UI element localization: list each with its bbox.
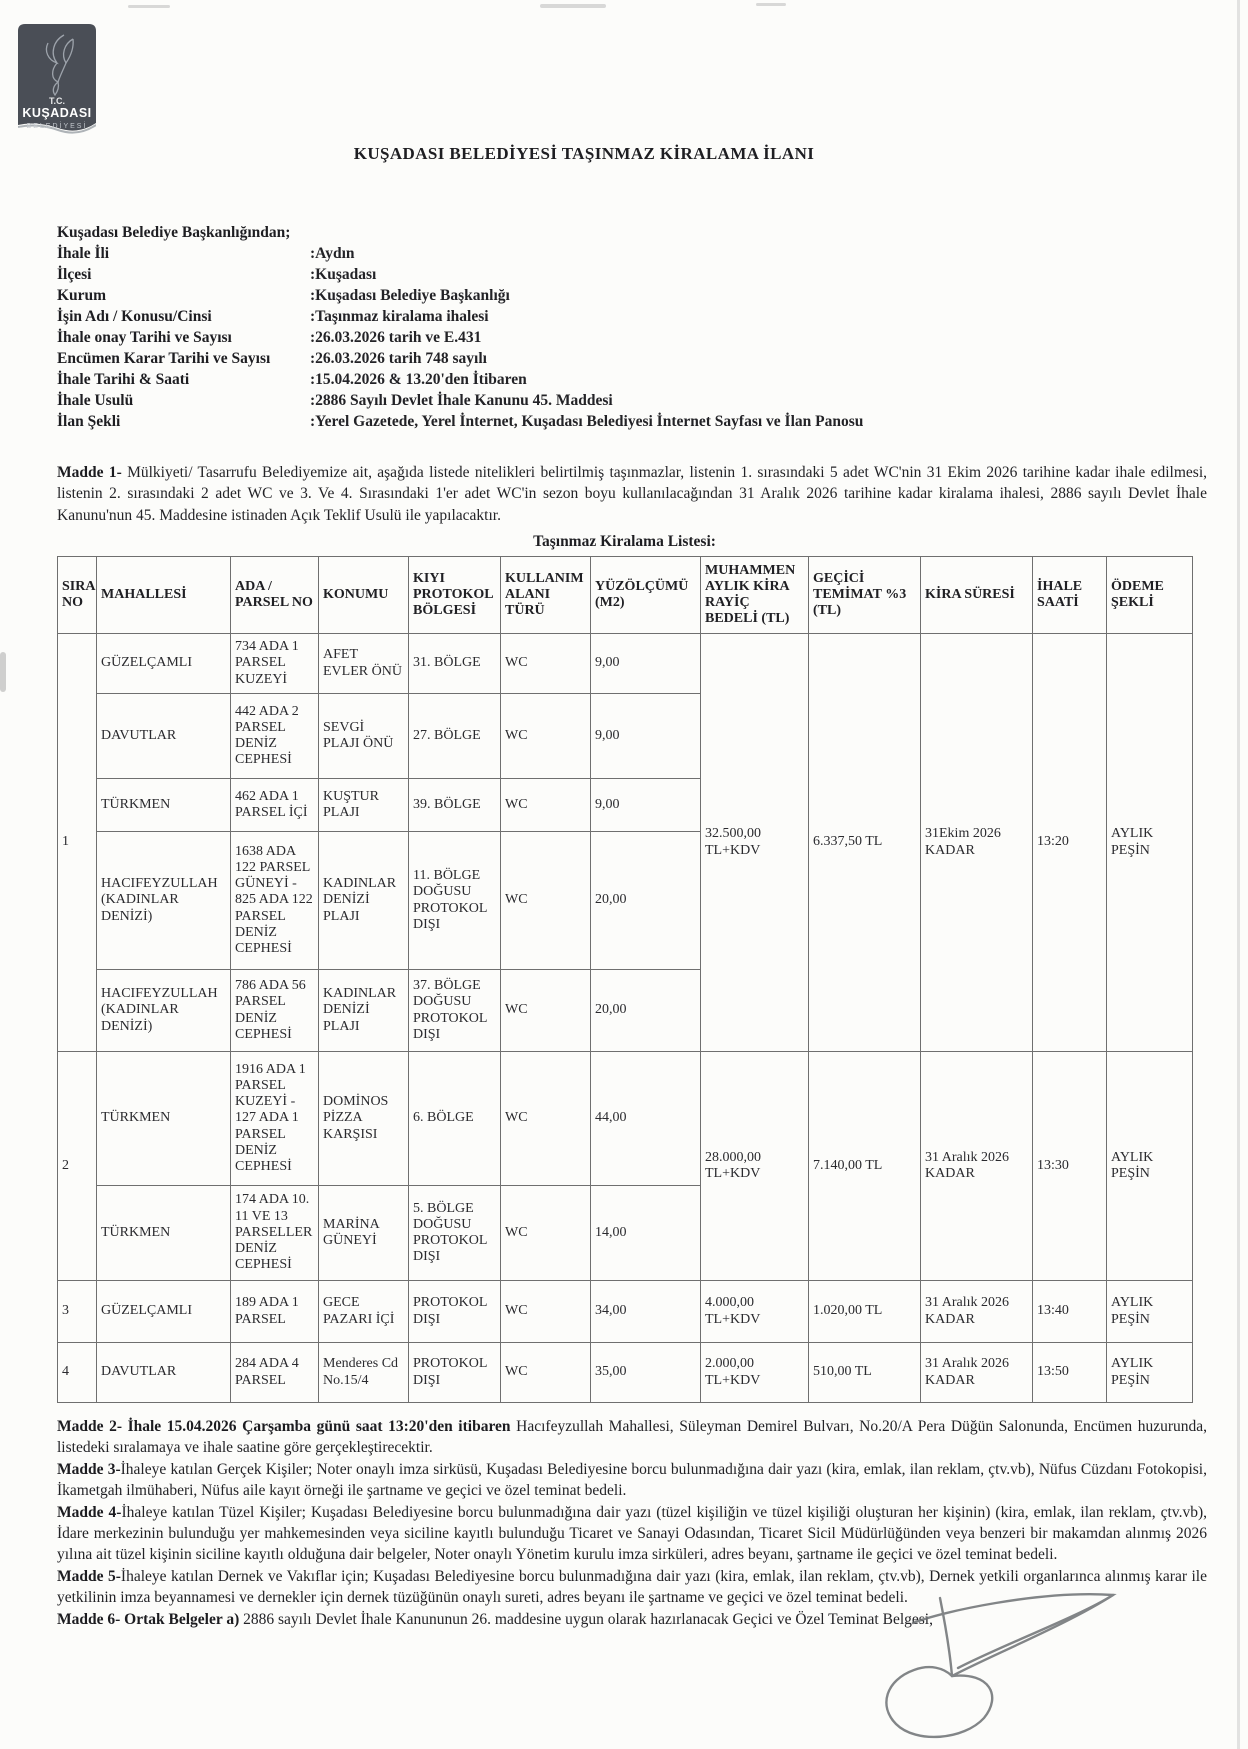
cell-ihale-saati: 13:30	[1033, 1052, 1107, 1281]
cell-konum: KADINLAR DENİZİ PLAJI	[319, 970, 409, 1052]
page-title: KUŞADASI BELEDİYESİ TAŞINMAZ KİRALAMA İLANI	[353, 144, 815, 163]
scan-artifact	[1237, 0, 1240, 1749]
cell-ihale-saati: 13:50	[1033, 1343, 1107, 1403]
cell-ada-parsel: 1916 ADA 1 PARSEL KUZEYİ - 127 ADA 1 PARSEL DENİZ CEPHESİ	[231, 1052, 319, 1186]
cell-mahalle: GÜZELÇAMLI	[97, 634, 231, 694]
info-row	[57, 327, 1207, 348]
cell-mahalle: HACIFEYZULLAH (KADINLAR DENİZİ)	[97, 832, 231, 970]
info-value: :Kuşadası Belediye Başkanlığı	[310, 287, 510, 304]
cell-muhammen-bedel: 2.000,00 TL+KDV	[701, 1343, 809, 1403]
cell-ada-parsel: 284 ADA 4 PARSEL	[231, 1343, 319, 1403]
table-body	[58, 634, 1193, 1403]
cell-odeme-sekli: AYLIK PEŞİN	[1107, 1052, 1193, 1281]
cell-kira-suresi: 31Ekim 2026 KADAR	[921, 634, 1033, 1052]
cell-kullanim-turu: WC	[501, 1281, 591, 1343]
info-row	[57, 411, 1207, 432]
table-wrap	[57, 556, 1192, 1403]
info-label: İşin Adı / Konusu/Cinsi	[57, 308, 212, 325]
maddeler-block	[57, 1416, 1207, 1630]
cell-yuzolcumu: 44,00	[591, 1052, 701, 1186]
cell-kira-suresi: 31 Aralık 2026 KADAR	[921, 1281, 1033, 1343]
table-header-cell: KONUMU	[319, 557, 409, 634]
table-header-cell: SIRA NO	[58, 557, 97, 634]
madde-lead: Madde 3-	[57, 1460, 121, 1478]
cell-konum: Menderes Cd No.15/4	[319, 1343, 409, 1403]
table-header-cell: KİRA SÜRESİ	[921, 557, 1033, 634]
madde-paragraph-3: Madde 3-İhaleye katılan Gerçek Kişiler; Noter onaylı imza sirküsü, Kuşadası Belediyesine borcu bulunmadığına dair yazı (kira, emlak, ilan reklam, çtv.vb), Nüfus Cüzdanı Fotokopisi, İkametgah ilmühaberi, Nüfus aile kayıt örneği ile şartname ve geçici ve özel teminat bedeli.	[57, 1460, 1207, 1500]
cell-yuzolcumu: 20,00	[591, 832, 701, 970]
cell-kiyi-protokol: PROTOKOL DIŞI	[409, 1281, 501, 1343]
logo-tc-text: T.C.	[48, 96, 66, 106]
logo-sub-text: BELEDİYESİ	[26, 123, 88, 130]
madde-paragraph-4: Madde 4-İhaleye katılan Tüzel Kişiler; Kuşadası Belediyesine borcu bulunmadığına dair yazı (tüzel kişiliğin ve tüzel kişiliği oluşturan her kişinin) (kira, emlak, ilan reklam, çtv.vb), İdare merkezinin bulunduğu yer mahkemesinden veya siciline kayıtlı bulunduğu Ticaret ve Sanayi Odasından, Ticaret Sicil Müdürlüğünden veya benzeri bir makamdan alınmış 2026 yılına ait tüzel kişinin siciline kayıtlı olduğuna dair belgeler, Noter onaylı Yönetim kurulu imza sirküleri, adres beyanı, şartname ile geçici ve özel teminat bedeli.	[57, 1503, 1207, 1564]
info-row	[57, 306, 1207, 327]
cell-kira-suresi: 31 Aralık 2026 KADAR	[921, 1052, 1033, 1281]
info-value: :2886 Sayılı Devlet İhale Kanunu 45. Maddesi	[310, 392, 613, 409]
info-row	[57, 348, 1207, 369]
cell-kiyi-protokol: 31. BÖLGE	[409, 634, 501, 694]
cell-odeme-sekli: AYLIK PEŞİN	[1107, 634, 1193, 1052]
madde1-lead: Madde 1-	[57, 464, 122, 481]
cell-konum: DOMİNOS PİZZA KARŞISI	[319, 1052, 409, 1186]
cell-mahalle: DAVUTLAR	[97, 1343, 231, 1403]
cell-mahalle: TÜRKMEN	[97, 1052, 231, 1186]
table-row	[58, 634, 1193, 694]
kiralama-table	[57, 556, 1193, 1403]
cell-sira-no: 1	[58, 634, 97, 1052]
info-row	[57, 243, 1207, 264]
cell-kiyi-protokol: 5. BÖLGE DOĞUSU PROTOKOL DIŞI	[409, 1186, 501, 1281]
madde1-text: Madde 1- Mülkiyeti/ Tasarrufu Belediyemize ait, aşağıda listede nitelikleri belirtilmiş taşınmazlar, listenin 1. sırasındaki 5 adet WC'nin 31 Ekim 2026 tarihine kadar ihale edilmesi, listenin 2. sırasındaki 2 adet WC ve 3. Ve 4. Sırasındaki 1'er adet WC'in sezon boyu kullanılacağından 31 Aralık 2026 tarihine kadar kiralama ihalesi, 2886 sayılı Devlet İhale Kanunu'nun 45. Maddesine istinaden Açık Teklif Usulü ile yapılacaktır.	[57, 464, 1208, 524]
info-label: İlçesi	[57, 266, 92, 283]
info-row	[57, 390, 1207, 411]
cell-ihale-saati: 13:20	[1033, 634, 1107, 1052]
madde-paragraph-5: Madde 5-İhaleye katılan Dernek ve Vakıflar için; Kuşadası Belediyesine borcu bulunmadığına dair yazı (kira, emlak, ilan reklam, çtv.vb), Dernek yetkili organlarınca alınmış karar ile yetkilinin imza beyannamesi ve dernekler için dernek tüzüğünün onaylı sureti, adres beyanı ile şartname ve geçici ve özel teminat bedeli.	[57, 1567, 1207, 1607]
table-row	[58, 1052, 1193, 1186]
table-header-cell: MAHALLESİ	[97, 557, 231, 634]
cell-ada-parsel: 174 ADA 10. 11 VE 13 PARSELLER DENİZ CEPHESİ	[231, 1186, 319, 1281]
cell-mahalle: DAVUTLAR	[97, 694, 231, 779]
cell-yuzolcumu: 20,00	[591, 970, 701, 1052]
scan-artifact	[540, 4, 606, 8]
table-header-row	[58, 557, 1193, 634]
table-header-cell: ADA / PARSEL NO	[231, 557, 319, 634]
info-label: İhale Tarihi & Saati	[57, 371, 190, 388]
info-value: :15.04.2026 & 13.20'den İtibaren	[310, 371, 527, 388]
cell-konum: SEVGİ PLAJI ÖNÜ	[319, 694, 409, 779]
madde-paragraph-2: Madde 2- İhale 15.04.2026 Çarşamba günü saat 13:20'den itibaren Hacıfeyzullah Mahallesi, Süleyman Demirel Bulvarı, No.20/A Pera Düğün Salonunda, Encümen huzurunda, listedeki sıralamaya ve ihale saatine göre gerçekleştirecektir.	[57, 1418, 1207, 1457]
scan-artifact	[0, 652, 6, 692]
cell-kullanim-turu: WC	[501, 694, 591, 779]
cell-mahalle: TÜRKMEN	[97, 779, 231, 832]
cell-muhammen-bedel: 28.000,00 TL+KDV	[701, 1052, 809, 1281]
madde-lead: Madde 6- Ortak Belgeler a)	[57, 1610, 240, 1628]
cell-kullanim-turu: WC	[501, 779, 591, 832]
table-header-cell: İHALE SAATİ	[1033, 557, 1107, 634]
info-label: İhale İli	[57, 245, 110, 262]
municipality-logo-graphic	[18, 24, 96, 150]
cell-ada-parsel: 734 ADA 1 PARSEL KUZEYİ	[231, 634, 319, 694]
municipality-logo	[18, 24, 96, 150]
cell-kullanim-turu: WC	[501, 634, 591, 694]
cell-konum: KUŞTUR PLAJI	[319, 779, 409, 832]
info-label: İhale Usulü	[57, 392, 134, 409]
cell-gecici-teminat: 1.020,00 TL	[809, 1281, 921, 1343]
cell-kiyi-protokol: 11. BÖLGE DOĞUSU PROTOKOL DIŞI	[409, 832, 501, 970]
cell-kullanim-turu: WC	[501, 1186, 591, 1281]
cell-kiyi-protokol: 27. BÖLGE	[409, 694, 501, 779]
madde-lead: Madde 4-	[57, 1503, 122, 1521]
cell-sira-no: 4	[58, 1343, 97, 1403]
cell-kullanim-turu: WC	[501, 1343, 591, 1403]
info-row	[57, 369, 1207, 390]
table-row	[58, 1343, 1193, 1403]
cell-yuzolcumu: 9,00	[591, 634, 701, 694]
cell-konum: GECE PAZARI İÇİ	[319, 1281, 409, 1343]
table-caption: Taşınmaz Kiralama Listesi:	[533, 533, 716, 550]
info-value: :Aydın	[310, 245, 355, 262]
info-value: :Kuşadası	[310, 266, 377, 283]
scan-artifact	[128, 5, 170, 8]
madde1-paragraph	[57, 462, 1207, 526]
madde-lead: Madde 2- İhale 15.04.2026 Çarşamba günü saat 13:20'den itibaren	[57, 1418, 511, 1435]
info-row	[57, 285, 1207, 306]
cell-ada-parsel: 189 ADA 1 PARSEL	[231, 1281, 319, 1343]
cell-kiyi-protokol: PROTOKOL DIŞI	[409, 1343, 501, 1403]
info-rows	[57, 243, 1207, 432]
logo-name-text: KUŞADASI	[22, 106, 92, 120]
info-heading: Kuşadası Belediye Başkanlığından;	[57, 224, 291, 241]
cell-gecici-teminat: 510,00 TL	[809, 1343, 921, 1403]
scan-artifact	[756, 3, 786, 6]
cell-konum: KADINLAR DENİZİ PLAJI	[319, 832, 409, 970]
cell-odeme-sekli: AYLIK PEŞİN	[1107, 1281, 1193, 1343]
cell-konum: AFET EVLER ÖNÜ	[319, 634, 409, 694]
info-row	[57, 264, 1207, 285]
table-header-cell: YÜZÖLÇÜMÜ (M2)	[591, 557, 701, 634]
cell-kullanim-turu: WC	[501, 970, 591, 1052]
madde-lead: Madde 5-	[57, 1567, 121, 1585]
cell-yuzolcumu: 14,00	[591, 1186, 701, 1281]
info-value: :Yerel Gazetede, Yerel İnternet, Kuşadası Belediyesi İnternet Sayfası ve İlan Panosu	[310, 413, 864, 430]
cell-ada-parsel: 442 ADA 2 PARSEL DENİZ CEPHESİ	[231, 694, 319, 779]
cell-mahalle: HACIFEYZULLAH (KADINLAR DENİZİ)	[97, 970, 231, 1052]
info-value: :26.03.2026 tarih 748 sayılı	[310, 350, 487, 367]
table-row	[58, 1281, 1193, 1343]
info-label: Encümen Karar Tarihi ve Sayısı	[57, 350, 271, 367]
info-value: :26.03.2026 tarih ve E.431	[310, 329, 482, 346]
cell-gecici-teminat: 7.140,00 TL	[809, 1052, 921, 1281]
table-header-cell: ÖDEME ŞEKLİ	[1107, 557, 1193, 634]
info-value: :Taşınmaz kiralama ihalesi	[310, 308, 489, 325]
cell-ada-parsel: 786 ADA 56 PARSEL DENİZ CEPHESİ	[231, 970, 319, 1052]
cell-muhammen-bedel: 32.500,00 TL+KDV	[701, 634, 809, 1052]
info-label: İlan Şekli	[57, 413, 121, 430]
cell-mahalle: GÜZELÇAMLI	[97, 1281, 231, 1343]
info-label: İhale onay Tarihi ve Sayısı	[57, 329, 232, 346]
cell-konum: MARİNA GÜNEYİ	[319, 1186, 409, 1281]
cell-yuzolcumu: 9,00	[591, 779, 701, 832]
cell-ada-parsel: 462 ADA 1 PARSEL İÇİ	[231, 779, 319, 832]
cell-kiyi-protokol: 6. BÖLGE	[409, 1052, 501, 1186]
cell-kullanim-turu: WC	[501, 832, 591, 970]
cell-ada-parsel: 1638 ADA 122 PARSEL GÜNEYİ - 825 ADA 122 PARSEL DENİZ CEPHESİ	[231, 832, 319, 970]
cell-mahalle: TÜRKMEN	[97, 1186, 231, 1281]
cell-yuzolcumu: 35,00	[591, 1343, 701, 1403]
cell-yuzolcumu: 9,00	[591, 694, 701, 779]
cell-gecici-teminat: 6.337,50 TL	[809, 634, 921, 1052]
table-header-cell: KIYI PROTOKOL BÖLGESİ	[409, 557, 501, 634]
table-header-cell: KULLANIM ALANI TÜRÜ	[501, 557, 591, 634]
table-header-cell: MUHAMMEN AYLIK KİRA RAYİÇ BEDELİ (TL)	[701, 557, 809, 634]
info-label: Kurum	[57, 287, 107, 304]
madde-paragraph-6: Madde 6- Ortak Belgeler a) 2886 sayılı Devlet İhale Kanununun 26. maddesine uygun olarak hazırlanacak Geçici ve Özel Teminat Belgesi,	[57, 1610, 933, 1628]
cell-kiyi-protokol: 37. BÖLGE DOĞUSU PROTOKOL DIŞI	[409, 970, 501, 1052]
cell-kullanim-turu: WC	[501, 1052, 591, 1186]
cell-kiyi-protokol: 39. BÖLGE	[409, 779, 501, 832]
cell-odeme-sekli: AYLIK PEŞİN	[1107, 1343, 1193, 1403]
cell-sira-no: 2	[58, 1052, 97, 1281]
info-block	[57, 222, 1207, 432]
cell-kira-suresi: 31 Aralık 2026 KADAR	[921, 1343, 1033, 1403]
table-header-cell: GEÇİCİ TEMİMAT %3 (TL)	[809, 557, 921, 634]
cell-yuzolcumu: 34,00	[591, 1281, 701, 1343]
cell-ihale-saati: 13:40	[1033, 1281, 1107, 1343]
cell-muhammen-bedel: 4.000,00 TL+KDV	[701, 1281, 809, 1343]
cell-sira-no: 3	[58, 1281, 97, 1343]
